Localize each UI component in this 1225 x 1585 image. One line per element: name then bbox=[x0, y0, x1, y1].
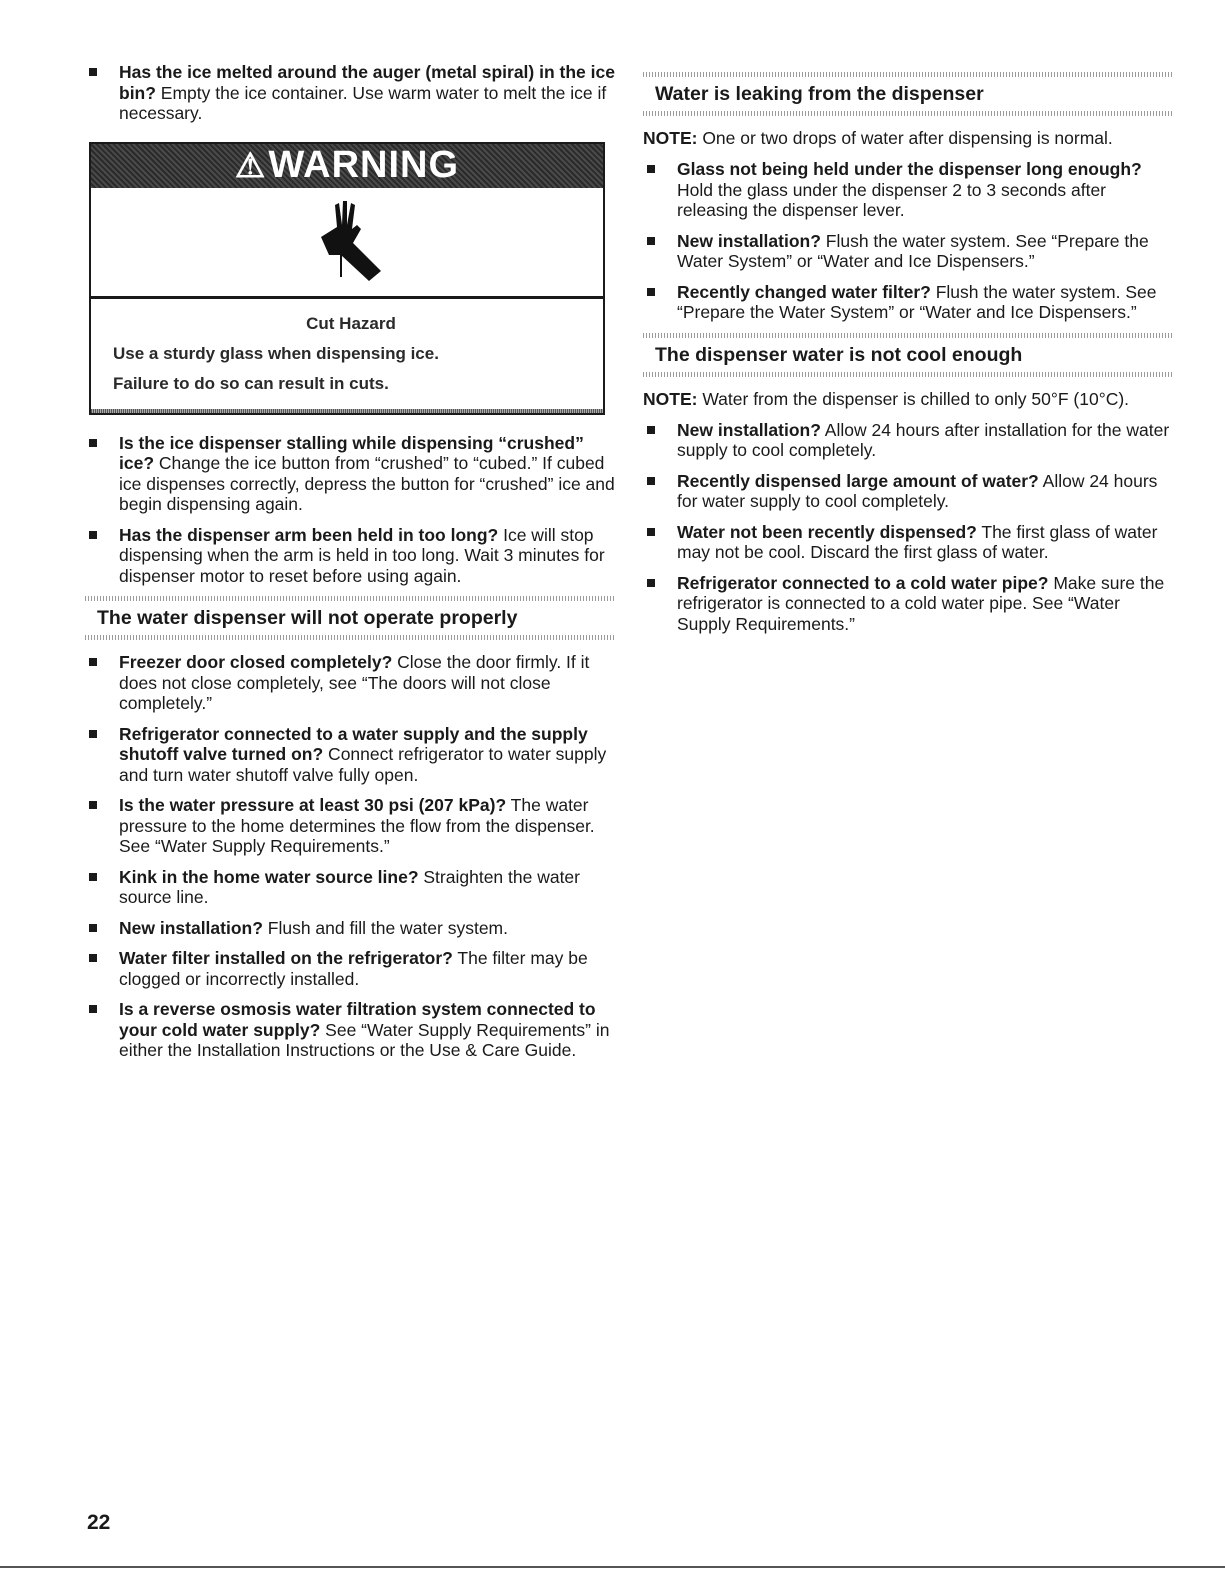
section-title: The water dispenser will not operate properly bbox=[97, 607, 518, 629]
list-item bbox=[85, 918, 615, 939]
bullet-icon bbox=[647, 165, 655, 173]
bullet-icon bbox=[89, 439, 97, 447]
item-answer: Flush the water system. See “Prepare the Water System” or “Water and Ice Dispensers.” bbox=[677, 281, 1157, 322]
item-answer: Empty the ice container. Use warm water to melt the ice if necessary. bbox=[119, 82, 607, 123]
list-item bbox=[643, 159, 1173, 221]
list-item bbox=[643, 573, 1173, 635]
list-item bbox=[85, 999, 615, 1061]
note bbox=[643, 389, 1173, 410]
dotted-rule bbox=[85, 596, 615, 601]
bullet-icon bbox=[89, 658, 97, 666]
bullet-icon bbox=[89, 954, 97, 962]
warning-text bbox=[91, 299, 603, 409]
section-heading-not-cool bbox=[643, 333, 1173, 377]
note-text: One or two drops of water after dispensing is normal. bbox=[697, 128, 1113, 148]
item-answer: Make sure the refrigerator is connected to a cold water pipe. See “Water Supply Requirements.” bbox=[677, 572, 1165, 634]
item-question: New installation? bbox=[677, 419, 821, 440]
item-answer: Flush and fill the water system. bbox=[262, 917, 509, 938]
item-question: New installation? bbox=[677, 230, 821, 251]
item-question: Water filter installed on the refrigerator? bbox=[119, 948, 453, 968]
item-answer: The water pressure to the home determines the flow from the dispenser. See “Water Supply Requirements.” bbox=[119, 795, 595, 856]
item-question: Kink in the home water source line? bbox=[119, 866, 419, 887]
list-item bbox=[643, 231, 1173, 272]
dotted-rule bbox=[643, 111, 1173, 116]
warning-bottom-bar bbox=[91, 409, 603, 413]
bullet-icon bbox=[647, 579, 655, 587]
warning-banner bbox=[91, 144, 603, 188]
list-item bbox=[85, 62, 615, 124]
item-question: Is a reverse osmosis water filtration system connected to your cold water supply? bbox=[119, 999, 596, 1040]
bullet-icon bbox=[89, 801, 97, 809]
list-item bbox=[85, 867, 615, 908]
item-answer: Change the ice button from “crushed” to “cubed.” If cubed ice dispenses correctly, depress the button for “crushed” ice and begin dispensing again. bbox=[119, 453, 615, 514]
item-question: Freezer door closed completely? bbox=[119, 652, 393, 672]
item-answer: Straighten the water source line. bbox=[119, 866, 580, 907]
item-answer: Hold the glass under the dispenser 2 to 3 seconds after releasing the dispenser lever. bbox=[677, 179, 1107, 220]
bullet-icon bbox=[89, 730, 97, 738]
item-answer: Close the door firmly. If it does not close completely, see “The doors will not close completely.” bbox=[119, 652, 590, 713]
section-heading-water-dispenser bbox=[85, 596, 615, 640]
item-question: Refrigerator connected to a water supply and the supply shutoff valve turned on? bbox=[119, 723, 588, 764]
bullet-icon bbox=[647, 288, 655, 296]
bullet-icon bbox=[89, 1005, 97, 1013]
section-title: The dispenser water is not cool enough bbox=[655, 343, 1023, 366]
bullet-icon bbox=[89, 531, 97, 539]
item-answer: Flush the water system. See “Prepare the Water System” or “Water and Ice Dispensers.” bbox=[677, 230, 1149, 271]
item-question: Refrigerator connected to a cold water pipe? bbox=[677, 572, 1049, 593]
list-item bbox=[85, 724, 615, 786]
dotted-rule bbox=[85, 635, 615, 640]
list-item bbox=[85, 948, 615, 989]
item-question: Has the dispenser arm been held in too long? bbox=[119, 524, 499, 545]
dotted-rule bbox=[643, 333, 1173, 338]
item-answer: Allow 24 hours after installation for the water supply to cool completely. bbox=[677, 419, 1170, 460]
warning-line-1: Use a sturdy glass when dispensing ice. bbox=[113, 343, 439, 363]
section-heading-leaking bbox=[643, 72, 1173, 116]
item-question: Is the water pressure at least 30 psi (207 kPa)? bbox=[119, 795, 507, 815]
warning-banner-label: WARNING bbox=[268, 144, 460, 186]
warning-box bbox=[89, 142, 605, 415]
note-label: NOTE: bbox=[643, 388, 698, 409]
item-answer: The first glass of water may not be cool. Discard the first glass of water. bbox=[677, 521, 1158, 562]
dotted-rule bbox=[643, 372, 1173, 377]
item-question: Water not been recently dispensed? bbox=[677, 521, 977, 542]
bullet-icon bbox=[89, 924, 97, 932]
warning-line-2: Failure to do so can result in cuts. bbox=[113, 373, 389, 393]
item-question: Recently changed water filter? bbox=[677, 281, 931, 302]
bullet-icon bbox=[647, 528, 655, 536]
list-item bbox=[85, 433, 615, 515]
item-question: New installation? bbox=[119, 917, 263, 938]
list-item bbox=[643, 420, 1173, 461]
list-item bbox=[643, 282, 1173, 323]
list-item bbox=[85, 525, 615, 587]
item-answer: Allow 24 hours for water supply to cool completely. bbox=[677, 470, 1158, 511]
bullet-icon bbox=[647, 426, 655, 434]
item-question: Recently dispensed large amount of water? bbox=[677, 470, 1039, 491]
note-text: Water from the dispenser is chilled to only 50°F (10°C). bbox=[697, 388, 1130, 409]
warning-triangle-icon: ⚠ bbox=[234, 146, 267, 185]
left-column bbox=[85, 62, 615, 1071]
dotted-rule bbox=[643, 72, 1173, 77]
cut-hand-icon bbox=[307, 197, 387, 287]
list-item bbox=[85, 652, 615, 714]
item-answer: See “Water Supply Requirements” in either the Installation Instructions or the Use & Care Guide. bbox=[119, 1019, 610, 1060]
bullet-icon bbox=[647, 477, 655, 485]
bullet-icon bbox=[89, 68, 97, 76]
note-label: NOTE: bbox=[643, 128, 698, 148]
warning-title: Cut Hazard bbox=[306, 313, 396, 333]
item-answer: Ice will stop dispensing when the arm is held in too long. Wait 3 minutes for dispenser motor to reset before using again. bbox=[119, 524, 605, 586]
list-item bbox=[643, 471, 1173, 512]
item-question: Glass not being held under the dispenser long enough? bbox=[677, 159, 1142, 179]
right-column bbox=[643, 62, 1173, 644]
page-bottom-rule bbox=[0, 1566, 1225, 1568]
list-item bbox=[85, 795, 615, 857]
bullet-icon bbox=[89, 873, 97, 881]
item-answer: The filter may be clogged or incorrectly installed. bbox=[119, 948, 588, 989]
item-question: Has the ice melted around the auger (metal spiral) in the ice bin? bbox=[119, 62, 615, 103]
page-number: 22 bbox=[87, 1511, 111, 1534]
bullet-icon bbox=[647, 237, 655, 245]
list-item bbox=[643, 522, 1173, 563]
note bbox=[643, 128, 1173, 149]
section-title: Water is leaking from the dispenser bbox=[655, 83, 984, 105]
item-answer: Connect refrigerator to water supply and turn water shutoff valve fully open. bbox=[119, 744, 607, 785]
cut-hazard-pictogram bbox=[91, 188, 603, 299]
item-question: Is the ice dispenser stalling while dispensing “crushed” ice? bbox=[119, 432, 584, 473]
